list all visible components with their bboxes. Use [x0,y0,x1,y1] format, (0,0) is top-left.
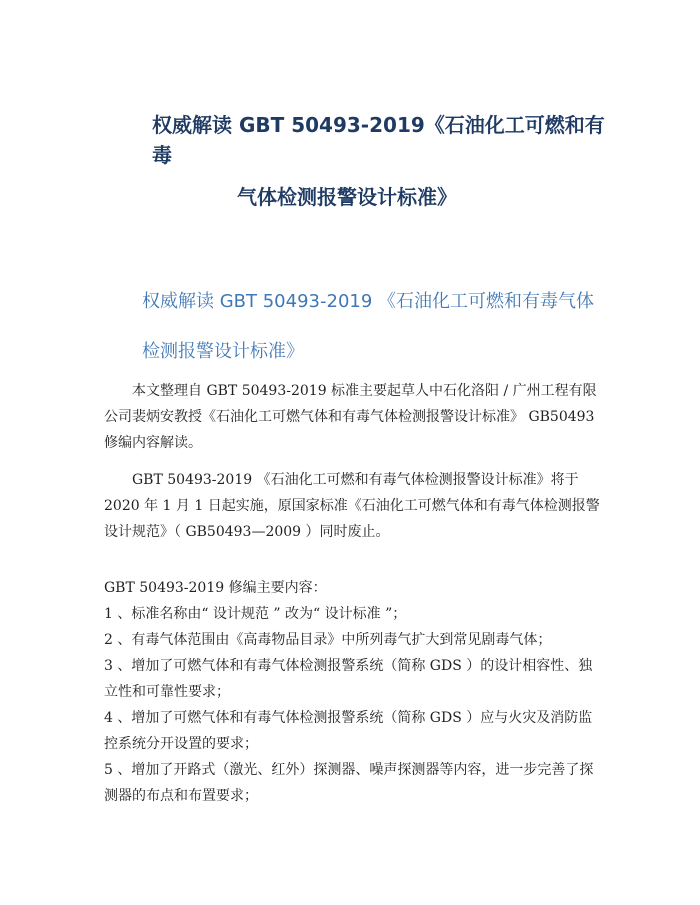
intro-paragraph: 本文整理自 GBT 50493-2019 标准主要起草人中石化洛阳 / 广州工程有限公司裴炳安教授《石油化工可燃气体和有毒气体检测报警设计标准》 GB50493 修编内容解读。 [104,383,597,451]
document-title-line-1: 权威解读 GBT 50493-2019《石油化工可燃和有毒 [152,113,605,167]
section-heading-line-2: 检测报警设计标准》 [142,341,304,362]
list-item: 3 、增加了可燃气体和有毒气体检测报警系统（简称 GDS ）的设计相容性、独立性和可靠性要求； [104,658,593,700]
effective-date-paragraph: GBT 50493-2019 《石油化工可燃和有毒气体检测报警设计标准》将于 2020 年 1 月 1 日起实施，原国家标准《石油化工可燃气体和有毒气体检测报警设计规范》（ GB50493—2009 ）同时废止。 [104,472,600,540]
list-item: 4 、增加了可燃气体和有毒气体检测报警系统（简称 GDS ）应与火灾及消防监控系统分开设置的要求； [104,710,593,752]
section-heading [142,288,612,366]
list-item: 5 、增加了开路式（激光、红外）探测器、噪声探测器等内容，进一步完善了探测器的布点和布置要求； [104,762,594,804]
section-heading-line-1: 权威解读 GBT 50493-2019 《石油化工可燃和有毒气体 [142,291,595,312]
revision-list-intro: GBT 50493-2019 修编主要内容： [104,580,327,596]
document-title-line-2: 气体检测报警设计标准》 [237,185,457,209]
list-item: 2 、有毒气体范围由《高毒物品目录》中所列毒气扩大到常见剧毒气体； [104,632,552,648]
document-title [120,110,620,212]
list-item: 1 、标准名称由“ 设计规范 ” 改为“ 设计标准 ”； [104,606,407,622]
revision-list [104,575,604,809]
